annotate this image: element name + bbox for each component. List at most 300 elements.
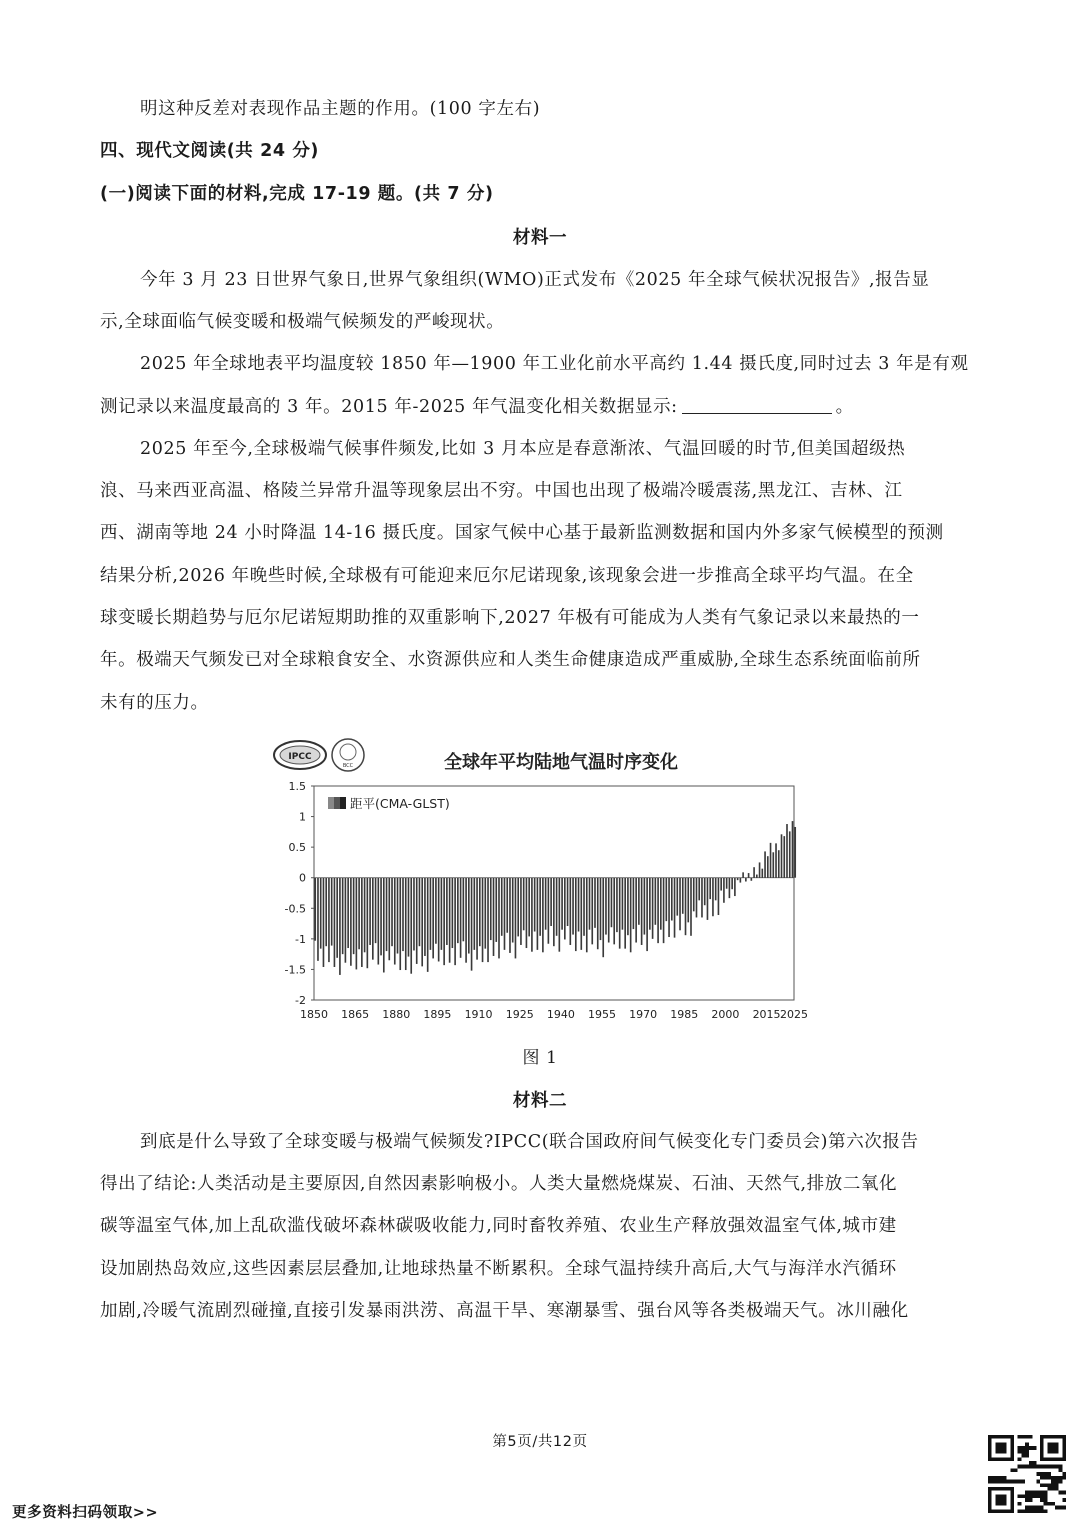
bar-1969 <box>641 878 643 945</box>
bar-1955 <box>602 878 604 957</box>
x-tick-label: 1970 <box>629 1008 658 1021</box>
bar-1926 <box>523 878 525 931</box>
qr-module <box>1059 1480 1063 1484</box>
qr-module <box>1044 1472 1048 1476</box>
paragraph-line: 球变暖长期趋势与厄尔尼诺短期助推的双重影响下,2027 年极有可能成为人类有气象记录以来最热的一 <box>100 608 920 628</box>
qr-module <box>1044 1502 1048 1506</box>
bar-1903 <box>460 878 462 958</box>
bar-1950 <box>589 878 591 930</box>
qr-module <box>1021 1509 1025 1513</box>
bar-1894 <box>435 878 437 944</box>
qr-module <box>1025 1506 1029 1510</box>
bar-1983 <box>679 878 681 931</box>
qr-module <box>1018 1450 1022 1454</box>
qr-module <box>1047 1483 1051 1487</box>
qr-module <box>995 1480 999 1484</box>
qr-module <box>1018 1502 1022 1506</box>
qr-module <box>1036 1480 1040 1484</box>
bar-1930 <box>534 878 536 932</box>
bar-1981 <box>674 878 676 938</box>
bar-2012 <box>759 862 761 877</box>
qr-module <box>1044 1494 1048 1498</box>
qr-module <box>1040 1498 1044 1502</box>
bar-1866 <box>358 878 360 950</box>
qr-module <box>1018 1494 1022 1498</box>
y-tick-label: 0.5 <box>288 841 306 855</box>
bar-1862 <box>347 878 349 948</box>
bar-2006 <box>742 872 744 877</box>
bar-1992 <box>704 878 706 906</box>
qr-module <box>1014 1468 1018 1472</box>
paragraph-line: 碳等温室气体,加上乱砍滥伐破坏森林碳吸收能力,同时畜牧养殖、农业生产释放强效温室气体,城市建 <box>100 1216 897 1236</box>
bar-1973 <box>652 878 654 939</box>
bar-1915 <box>493 878 495 956</box>
qr-module <box>1040 1509 1044 1513</box>
bar-1902 <box>457 878 459 943</box>
qr-module <box>1021 1494 1025 1498</box>
ipcc-logo <box>274 741 326 769</box>
bar-1975 <box>657 878 659 943</box>
qr-module <box>1051 1487 1055 1491</box>
qr-module <box>1040 1476 1044 1480</box>
bar-1949 <box>586 878 588 953</box>
bar-1918 <box>501 878 503 936</box>
bar-1941 <box>564 878 566 940</box>
paragraph-line: 未有的压力。 <box>100 693 209 713</box>
bar-1881 <box>399 878 401 970</box>
qr-module <box>1040 1483 1044 1487</box>
qr-module <box>1021 1435 1025 1439</box>
bar-2025 <box>794 827 796 878</box>
x-tick-label: 2000 <box>711 1008 740 1021</box>
paragraph-line: 今年 3 月 23 日世界气象日,世界气象组织(WMO)正式发布《2025 年全球气候状况报告》,报告显 <box>140 270 930 290</box>
bar-1990 <box>698 878 700 901</box>
bar-1957 <box>608 878 610 943</box>
bar-1980 <box>671 878 673 921</box>
bar-1953 <box>597 878 599 950</box>
qr-module <box>1051 1480 1055 1484</box>
qr-module <box>1059 1491 1063 1495</box>
qr-module <box>988 1476 992 1480</box>
qr-module <box>1029 1509 1033 1513</box>
qr-module <box>1036 1472 1040 1476</box>
qr-module <box>995 1494 1006 1505</box>
qr-module <box>1029 1435 1033 1439</box>
y-axis <box>285 780 314 1007</box>
bar-1850 <box>314 878 316 941</box>
bar-2001 <box>729 878 731 898</box>
bar-1965 <box>630 878 632 953</box>
qr-module <box>1040 1506 1044 1510</box>
bar-2007 <box>745 878 747 882</box>
bar-1961 <box>619 878 621 949</box>
qr-module <box>1040 1465 1044 1469</box>
qr-module <box>1021 1446 1025 1450</box>
bar-1904 <box>463 878 465 942</box>
qr-module <box>1025 1494 1029 1498</box>
qr-module <box>1044 1465 1048 1469</box>
bar-1944 <box>572 878 574 935</box>
x-tick-label: 1925 <box>505 1008 534 1021</box>
qr-module <box>1025 1509 1029 1513</box>
bar-1877 <box>388 878 390 961</box>
period: 。 <box>835 397 854 417</box>
qr-module <box>1044 1483 1048 1487</box>
qr-module <box>1029 1494 1033 1498</box>
qr-module <box>1036 1491 1040 1495</box>
bar-1970 <box>644 878 646 935</box>
bar-1960 <box>616 878 618 932</box>
bar-1985 <box>685 878 687 935</box>
bar-1964 <box>627 878 629 935</box>
bar-1888 <box>419 878 421 946</box>
y-tick-label: 1.5 <box>288 780 306 793</box>
bar-1968 <box>638 878 640 925</box>
x-tick-label: 1850 <box>300 1008 328 1021</box>
qr-module <box>1036 1509 1040 1513</box>
qr-module <box>1029 1506 1033 1510</box>
bar-1956 <box>605 878 607 935</box>
qr-module <box>1018 1465 1022 1469</box>
bar-2000 <box>726 878 728 889</box>
qr-module <box>1055 1476 1059 1480</box>
bar-1995 <box>712 878 714 917</box>
x-tick-label: 1895 <box>423 1008 452 1021</box>
bar-1942 <box>567 878 569 926</box>
bar-1872 <box>375 878 377 943</box>
bar-1891 <box>427 878 429 972</box>
qr-module <box>1047 1442 1058 1453</box>
qr-module <box>1021 1465 1025 1469</box>
bar-1899 <box>449 878 451 963</box>
qr-module <box>1018 1446 1022 1450</box>
x-tick-label: 1940 <box>546 1008 575 1021</box>
qr-module <box>1062 1476 1066 1480</box>
bar-1893 <box>432 878 434 959</box>
bar-1986 <box>687 878 689 923</box>
bar-1914 <box>490 878 492 940</box>
material-one-title: 材料一 <box>512 228 568 248</box>
bar-1890 <box>424 878 426 956</box>
bar-1858 <box>336 878 338 958</box>
qr-module <box>1044 1491 1048 1495</box>
x-axis <box>300 1008 808 1021</box>
qr-module <box>1062 1498 1066 1502</box>
paragraph-line: 2025 年至今,全球极端气候事件频发,比如 3 月本应是春意渐浓、气温回暖的时节,但美国超级热 <box>140 439 906 459</box>
bar-1864 <box>353 878 355 954</box>
bar-1869 <box>367 878 369 968</box>
qr-module <box>1059 1468 1063 1472</box>
y-tick-label: -1.5 <box>284 963 306 977</box>
qr-module <box>1018 1435 1022 1439</box>
bar-1925 <box>520 878 522 945</box>
bar-1901 <box>454 878 456 965</box>
bar-1912 <box>484 878 486 949</box>
paragraph-line: 年。极端天气频发已对全球粮食安全、水资源供应和人类生命健康造成严重威胁,全球生态系统面临前所 <box>100 650 921 670</box>
bar-1875 <box>383 878 385 973</box>
qr-module <box>1029 1446 1033 1450</box>
bar-1989 <box>696 878 698 918</box>
bar-1898 <box>446 878 448 945</box>
bar-1951 <box>591 878 593 945</box>
page-number: 第5页/共12页 <box>492 1434 588 1450</box>
y-tick-label: -0.5 <box>284 902 306 916</box>
bar-1917 <box>498 878 500 959</box>
bar-2010 <box>753 867 755 878</box>
bar-1997 <box>718 878 720 915</box>
qr-module <box>1051 1483 1055 1487</box>
y-tick-label: -2 <box>295 994 306 1007</box>
qr-module <box>1007 1480 1011 1484</box>
answer-blank[interactable] <box>682 412 832 414</box>
x-tick-label: 1880 <box>382 1008 411 1021</box>
bar-1923 <box>515 878 517 959</box>
bar-1962 <box>622 878 624 930</box>
qr-code[interactable] <box>988 1435 1066 1513</box>
bar-1916 <box>495 878 497 942</box>
bar-1863 <box>350 878 352 966</box>
qr-module <box>1062 1472 1066 1476</box>
x-tick-label: 1985 <box>670 1008 699 1021</box>
qr-module <box>1029 1491 1033 1495</box>
qr-module <box>988 1480 992 1484</box>
bar-1905 <box>465 878 467 963</box>
qr-module <box>1047 1465 1051 1469</box>
bar-1977 <box>663 878 665 943</box>
material-two-title: 材料二 <box>512 1091 568 1111</box>
qr-module <box>1025 1491 1029 1495</box>
question-continuation: 明这种反差对表现作品主题的作用。(100 字左右) <box>140 99 541 119</box>
bar-1929 <box>531 878 533 952</box>
qr-module <box>1044 1509 1048 1513</box>
qr-module <box>995 1476 999 1480</box>
bar-1931 <box>537 878 539 950</box>
bar-1921 <box>509 878 511 953</box>
bar-1870 <box>369 878 371 945</box>
qr-module <box>1059 1506 1063 1510</box>
bar-1940 <box>561 878 563 930</box>
qr-module <box>1033 1491 1037 1495</box>
bar-1871 <box>372 878 374 960</box>
qr-module <box>1029 1465 1033 1469</box>
bar-1963 <box>624 878 626 949</box>
bar-1886 <box>413 878 415 951</box>
bar-2002 <box>731 878 733 889</box>
bar-2019 <box>778 850 780 878</box>
bar-1913 <box>487 878 489 962</box>
bar-1883 <box>405 878 407 970</box>
bar-1859 <box>339 878 341 975</box>
qr-module <box>1044 1476 1048 1480</box>
qr-module <box>1025 1454 1029 1458</box>
paragraph-line-with-blank <box>100 393 854 418</box>
bar-1889 <box>421 878 423 967</box>
qr-module <box>1025 1442 1029 1446</box>
bar-1865 <box>356 878 358 970</box>
bar-1879 <box>394 878 396 965</box>
qr-module <box>1033 1494 1037 1498</box>
bar-1976 <box>660 878 662 930</box>
bar-1948 <box>583 878 585 936</box>
bar-1982 <box>676 878 678 916</box>
qr-module <box>1029 1461 1033 1465</box>
bar-1907 <box>471 878 473 971</box>
bar-1984 <box>682 878 684 914</box>
bar-1876 <box>386 878 388 951</box>
qr-module <box>1036 1506 1040 1510</box>
bar-1924 <box>517 878 519 937</box>
bar-1935 <box>548 878 550 944</box>
bar-1910 <box>479 878 481 946</box>
qr-module <box>1033 1461 1037 1465</box>
bar-1920 <box>506 878 508 933</box>
paragraph-line: 西、湖南等地 24 小时降温 14-16 摄氏度。国家气候中心基于最新监测数据和国内外多家气候模型的预测 <box>100 523 944 543</box>
qr-module <box>1062 1506 1066 1510</box>
paragraph-line: 加剧,冷暖气流剧烈碰撞,直接引发暴雨洪涝、高温干旱、寒潮暴雪、强台风等各类极端天气。冰川融化 <box>100 1301 909 1321</box>
qr-module <box>1047 1502 1051 1506</box>
paragraph-line: 到底是什么导致了全球变暖与极端气候频发?IPCC(联合国政府间气候变化专门委员会)第六次报告 <box>140 1132 919 1152</box>
qr-module <box>995 1442 1006 1453</box>
bar-1906 <box>468 878 470 954</box>
paragraph-text: 测记录以来温度最高的 3 年。2015 年-2025 年气温变化相关数据显示: <box>100 397 678 417</box>
bar-1868 <box>364 878 366 953</box>
bar-1880 <box>397 878 399 954</box>
bar-1933 <box>542 878 544 953</box>
more-materials-link[interactable]: 更多资料扫码领取>> <box>12 1505 159 1521</box>
bar-2003 <box>734 878 736 896</box>
qr-module <box>1029 1498 1033 1502</box>
bar-1971 <box>646 878 648 951</box>
bcc-logo-text: BCC <box>342 763 354 769</box>
qr-module <box>1036 1494 1040 1498</box>
bar-1922 <box>512 878 514 943</box>
qr-module <box>1040 1491 1044 1495</box>
qr-module <box>1025 1450 1029 1454</box>
bar-1954 <box>600 878 602 940</box>
bar-2017 <box>772 852 774 877</box>
bar-1988 <box>693 878 695 912</box>
bar-1937 <box>553 878 555 946</box>
x-tick-label: 1865 <box>341 1008 370 1021</box>
bar-2021 <box>783 836 785 878</box>
qr-module <box>1014 1480 1018 1484</box>
bar-2011 <box>756 875 758 878</box>
legend-label: 距平(CMA-GLST) <box>350 796 450 811</box>
paragraph-line: 2025 年全球地表平均温度较 1850 年—1900 年工业化前水平高约 1.44 摄氏度,同时过去 3 年是有观 <box>140 354 969 374</box>
bar-2013 <box>761 869 763 878</box>
qr-module <box>1051 1502 1055 1506</box>
bar-2020 <box>781 834 783 877</box>
bar-2024 <box>792 821 794 878</box>
bar-1987 <box>690 878 692 936</box>
qr-module <box>1025 1435 1029 1439</box>
qr-module <box>1003 1476 1007 1480</box>
bar-1911 <box>482 878 484 962</box>
bar-1958 <box>611 878 613 928</box>
bar-1936 <box>550 878 552 926</box>
qr-module <box>999 1476 1003 1480</box>
bar-1855 <box>328 878 330 962</box>
bar-1885 <box>410 878 412 974</box>
section-heading: 四、现代文阅读(共 24 分) <box>100 141 320 161</box>
qr-module <box>1033 1509 1037 1513</box>
bar-1873 <box>377 878 379 965</box>
bar-2014 <box>764 851 766 877</box>
paragraph-line: 结果分析,2026 年晚些时候,全球极有可能迎来厄尔尼诺现象,该现象会进一步推高全球平均气温。在全 <box>100 566 914 586</box>
qr-module <box>1055 1506 1059 1510</box>
qr-module <box>1033 1465 1037 1469</box>
bar-1860 <box>342 878 344 954</box>
bar-1856 <box>331 878 333 946</box>
bar-1909 <box>476 878 478 960</box>
qr-module <box>1025 1498 1029 1502</box>
bar-1851 <box>317 878 319 961</box>
bar-1972 <box>649 878 651 930</box>
qr-module <box>1018 1457 1022 1461</box>
y-tick-label: 1 <box>299 810 306 824</box>
qr-module <box>1021 1480 1025 1484</box>
x-tick-label: 1910 <box>464 1008 493 1021</box>
paragraph-line: 浪、马来西亚高温、格陵兰异常升温等现象层出不穷。中国也出现了极端冷暖震荡,黑龙江、吉林、江 <box>100 481 903 501</box>
bar-1874 <box>380 878 382 956</box>
bar-2018 <box>775 843 777 877</box>
bar-1900 <box>452 878 454 948</box>
bar-1892 <box>430 878 432 950</box>
legend-swatch-1 <box>328 797 334 809</box>
bar-1852 <box>320 878 322 949</box>
bar-1947 <box>580 878 582 950</box>
bar-1908 <box>473 878 475 950</box>
bar-1939 <box>559 878 561 952</box>
bar-1887 <box>416 878 418 964</box>
qr-module <box>1059 1465 1063 1469</box>
bar-1978 <box>665 878 667 921</box>
bar-1938 <box>556 878 558 936</box>
bar-1966 <box>633 878 635 929</box>
qr-module <box>1055 1487 1059 1491</box>
qr-module <box>1021 1450 1025 1454</box>
bar-1999 <box>723 878 725 903</box>
qr-module <box>1025 1465 1029 1469</box>
bar-1979 <box>668 878 670 937</box>
bar-1974 <box>655 878 657 925</box>
bar-1878 <box>391 878 393 946</box>
qr-module <box>1059 1476 1063 1480</box>
qr-module <box>1018 1509 1022 1513</box>
qr-module <box>1044 1498 1048 1502</box>
qr-module <box>1033 1506 1037 1510</box>
bar-2023 <box>789 831 791 877</box>
bar-1994 <box>709 878 711 899</box>
legend-swatch-3 <box>340 797 346 809</box>
qr-module <box>999 1480 1003 1484</box>
qr-module <box>1040 1494 1044 1498</box>
chart-title: 全球年平均陆地气温时序变化 <box>444 752 678 773</box>
bar-1945 <box>575 878 577 951</box>
paragraph-line: 得出了结论:人类活动是主要原因,自然因素影响极小。人类大量燃烧煤炭、石油、天然气,排放二氧化 <box>100 1174 898 1194</box>
qr-module <box>1036 1465 1040 1469</box>
x-tick-label: 2015 <box>752 1008 781 1021</box>
qr-module <box>1055 1465 1059 1469</box>
y-tick-label: -1 <box>295 932 306 946</box>
bar-1952 <box>594 878 596 928</box>
bar-1998 <box>720 878 722 891</box>
y-tick-label: 0 <box>299 871 306 885</box>
temperature-chart <box>265 730 825 1030</box>
subsection-heading: (一)阅读下面的材料,完成 17-19 题。(共 7 分) <box>100 184 494 204</box>
bar-2022 <box>786 824 788 878</box>
qr-module <box>1051 1465 1055 1469</box>
